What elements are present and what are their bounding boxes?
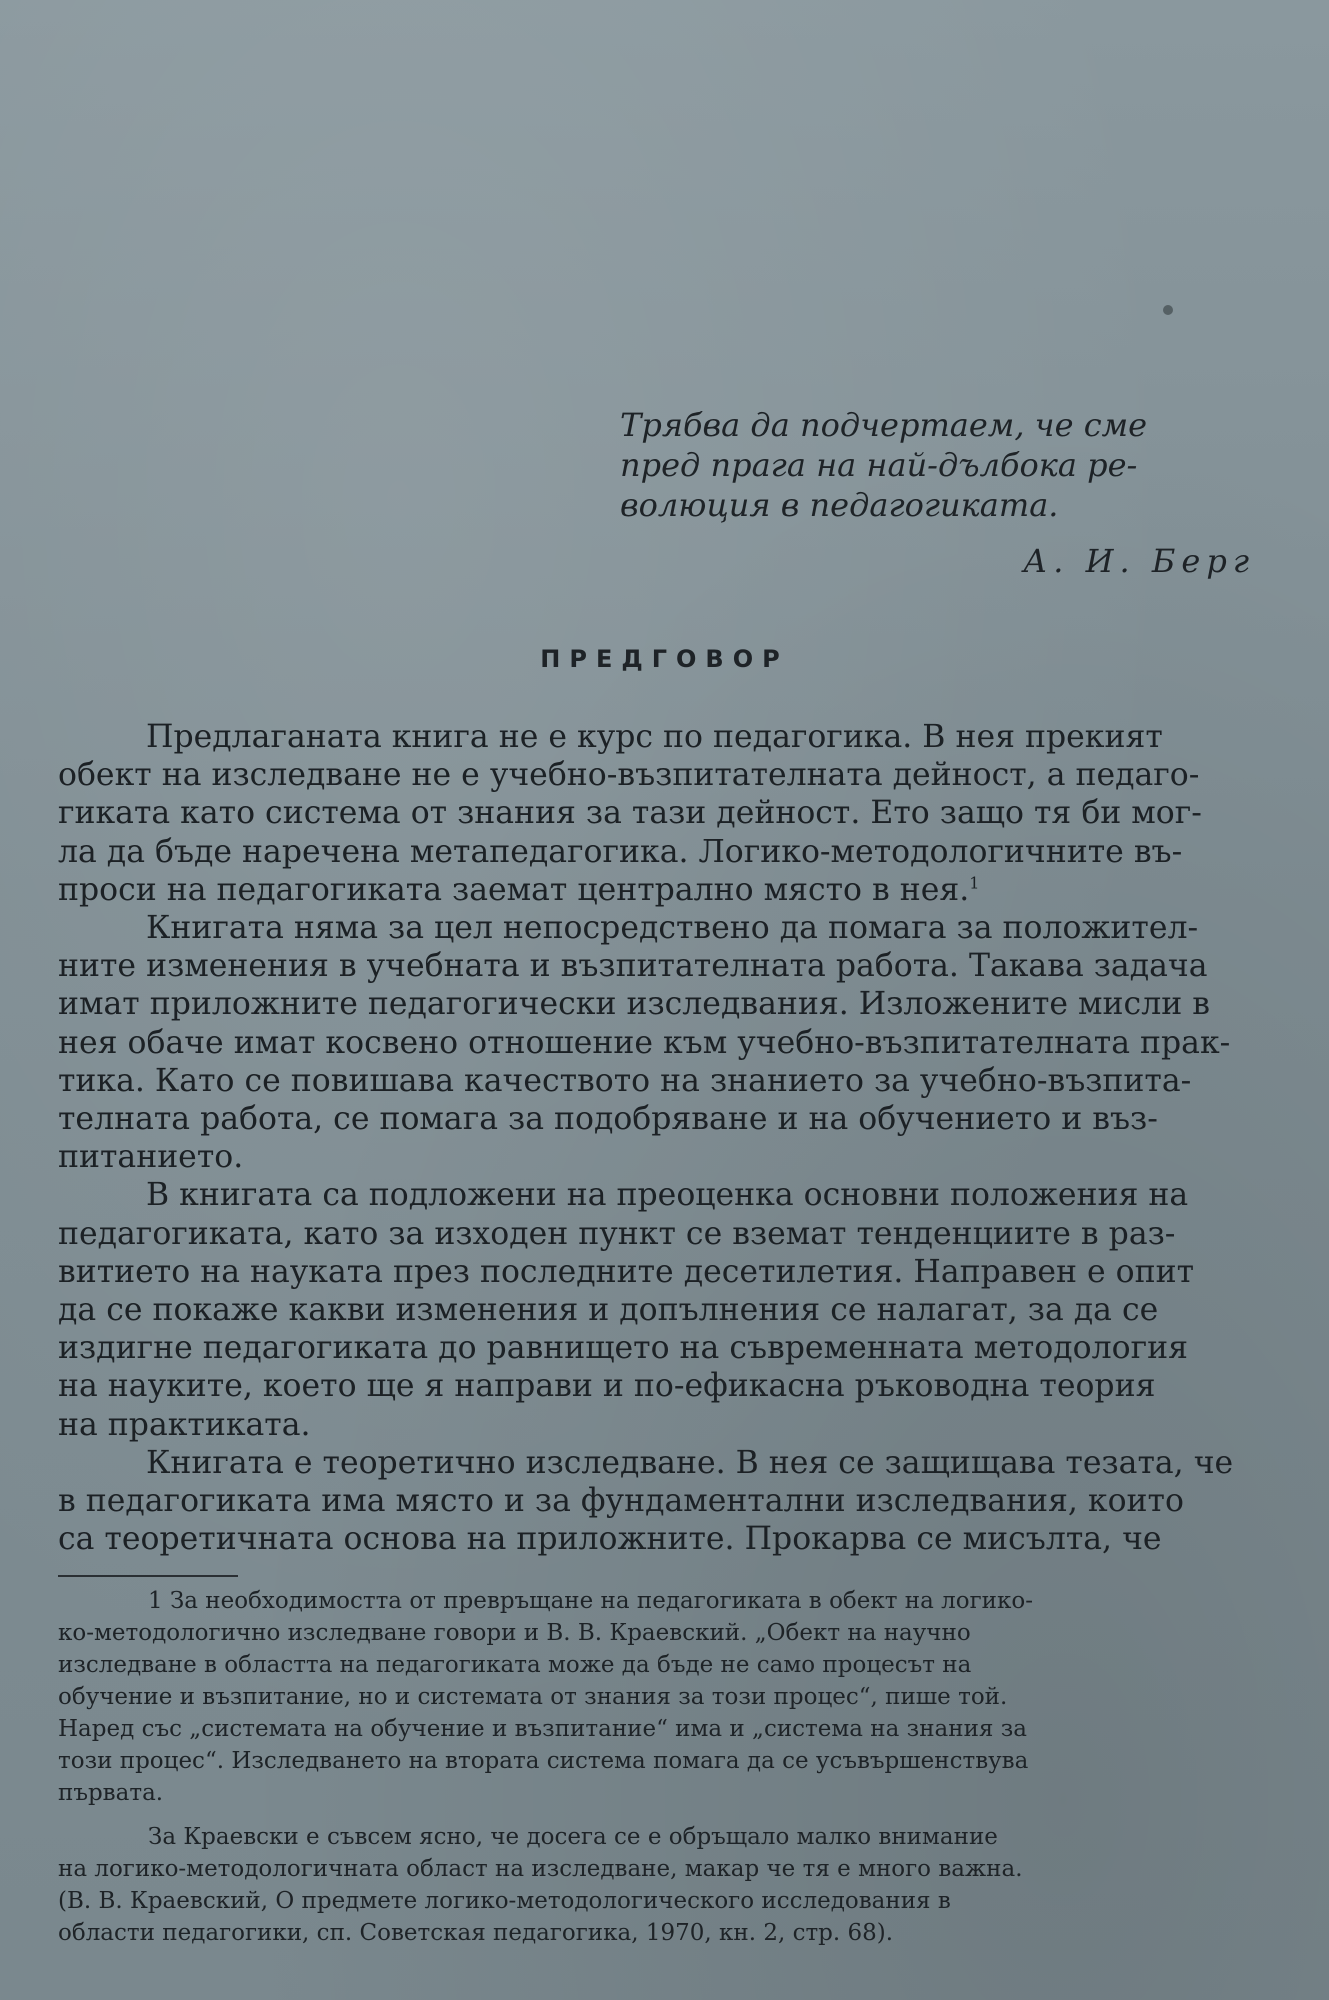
page-title: ПРЕДГОВОР: [540, 645, 789, 673]
footnote-line: обучение и възпитание, но и системата от знания за този процес“, пише той.: [58, 1684, 1008, 1710]
text-line: да се покаже какви изменения и допълнения се налагат, за да се: [58, 1292, 1159, 1329]
footnote-line: За Краевски е съвсем ясно, че досега се е обръщало малко внимание: [148, 1824, 998, 1850]
footnote-line: на логико-методологичната област на изследване, макар че тя е много важна.: [58, 1856, 1023, 1882]
text-line: В книгата са подложени на преоценка основни положения на: [146, 1177, 1189, 1214]
text-line: Предлаганата книга не е курс по педагогика. В нея прекият: [146, 719, 1163, 755]
text-line: са теоретичната основа на приложните. Прокарва се мисълта, че: [58, 1521, 1162, 1558]
text-line: Книгата няма за цел непосредствено да помага за положител-: [146, 910, 1199, 947]
paragraph: [58, 718, 1258, 909]
text-line: педагогиката, като за изходен пункт се вземат тенденциите в раз-: [58, 1215, 1176, 1252]
footnote-line: изследване в областта на педагогиката може да бъде не само процесът на: [58, 1652, 972, 1678]
text-line: телната работа, се помага за подобряване и на обучението и въз-: [58, 1101, 1158, 1138]
footnote-line: този процес“. Изследването на втората система помага да се усъвършенствува: [58, 1748, 1029, 1774]
text-line: гиката като система от знания за тази дейност. Ето защо тя би мог-: [58, 795, 1202, 832]
footnote-line: области педагогики, сп. Советская педагогика, 1970, кн. 2, стр. 68).: [58, 1920, 894, 1946]
text-line: [58, 871, 1258, 909]
epigraph-line: Трябва да подчертаем, че сме: [620, 406, 1148, 444]
body-text: [58, 718, 1258, 1558]
text-line: тика. Като се повишава качеството на знанието за учебно-възпита-: [58, 1062, 1192, 1099]
text-line: на практиката.: [58, 1406, 311, 1443]
text-line-content: проси на педагогиката заемат централно място в нея.: [58, 871, 970, 908]
text-line: издигне педагогиката до равнището на съвременната методология: [58, 1330, 1188, 1367]
text-line: обект на изследване не е учебно-възпитателната дейност, а педаго-: [58, 757, 1200, 794]
paper-speck: [1163, 305, 1173, 315]
paragraph: [58, 909, 1258, 1176]
footnote-line: ко-методологично изследване говори и В. В. Краевский. „Обект на научно: [58, 1620, 971, 1646]
footnote-line: първата.: [58, 1780, 164, 1806]
epigraph-line: волюция в педагогиката.: [620, 486, 1059, 524]
footnote-marker: 1: [969, 873, 980, 893]
footnote-paragraph: [58, 1585, 1258, 1809]
text-line: в педагогиката има място и за фундаментални изследвания, които: [58, 1483, 1184, 1520]
paragraph: [58, 1176, 1258, 1443]
footnotes: [58, 1585, 1258, 1949]
text-line: имат приложните педагогически изследвания. Изложените мисли в: [58, 986, 1210, 1023]
paragraph: [58, 1444, 1258, 1559]
text-line: Книгата е теоретично изследване. В нея се защищава тезата, че: [146, 1444, 1234, 1481]
text-line: ните изменения в учебната и възпитателната работа. Такава задача: [58, 948, 1208, 985]
text-line: питанието.: [58, 1139, 244, 1176]
text-line: ла да бъде наречена метапедагогика. Логико-методологичните въ-: [58, 833, 1183, 870]
footnote-divider: [58, 1575, 238, 1577]
text-line: витието на науката през последните десетилетия. Направен е опит: [58, 1253, 1195, 1290]
epigraph: [620, 405, 1260, 525]
footnote-line: 1 За необходимостта от превръщане на педагогиката в обект на логико-: [148, 1588, 1033, 1614]
epigraph-line: пред прага на най-дълбока ре-: [620, 446, 1138, 484]
footnote-line: Наред със „системата на обучение и възпитание“ има и „система на знания за: [58, 1716, 1027, 1742]
footnote-paragraph: [58, 1821, 1258, 1949]
text-line: нея обаче имат косвено отношение към учебно-възпитателната прак-: [58, 1024, 1231, 1061]
epigraph-author: А. И. Берг: [1023, 542, 1255, 580]
text-line: на науките, което ще я направи и по-ефикасна ръководна теория: [58, 1368, 1156, 1405]
footnote-line: (В. В. Краевский, О предмете логико-методологического исследования в: [58, 1888, 951, 1914]
